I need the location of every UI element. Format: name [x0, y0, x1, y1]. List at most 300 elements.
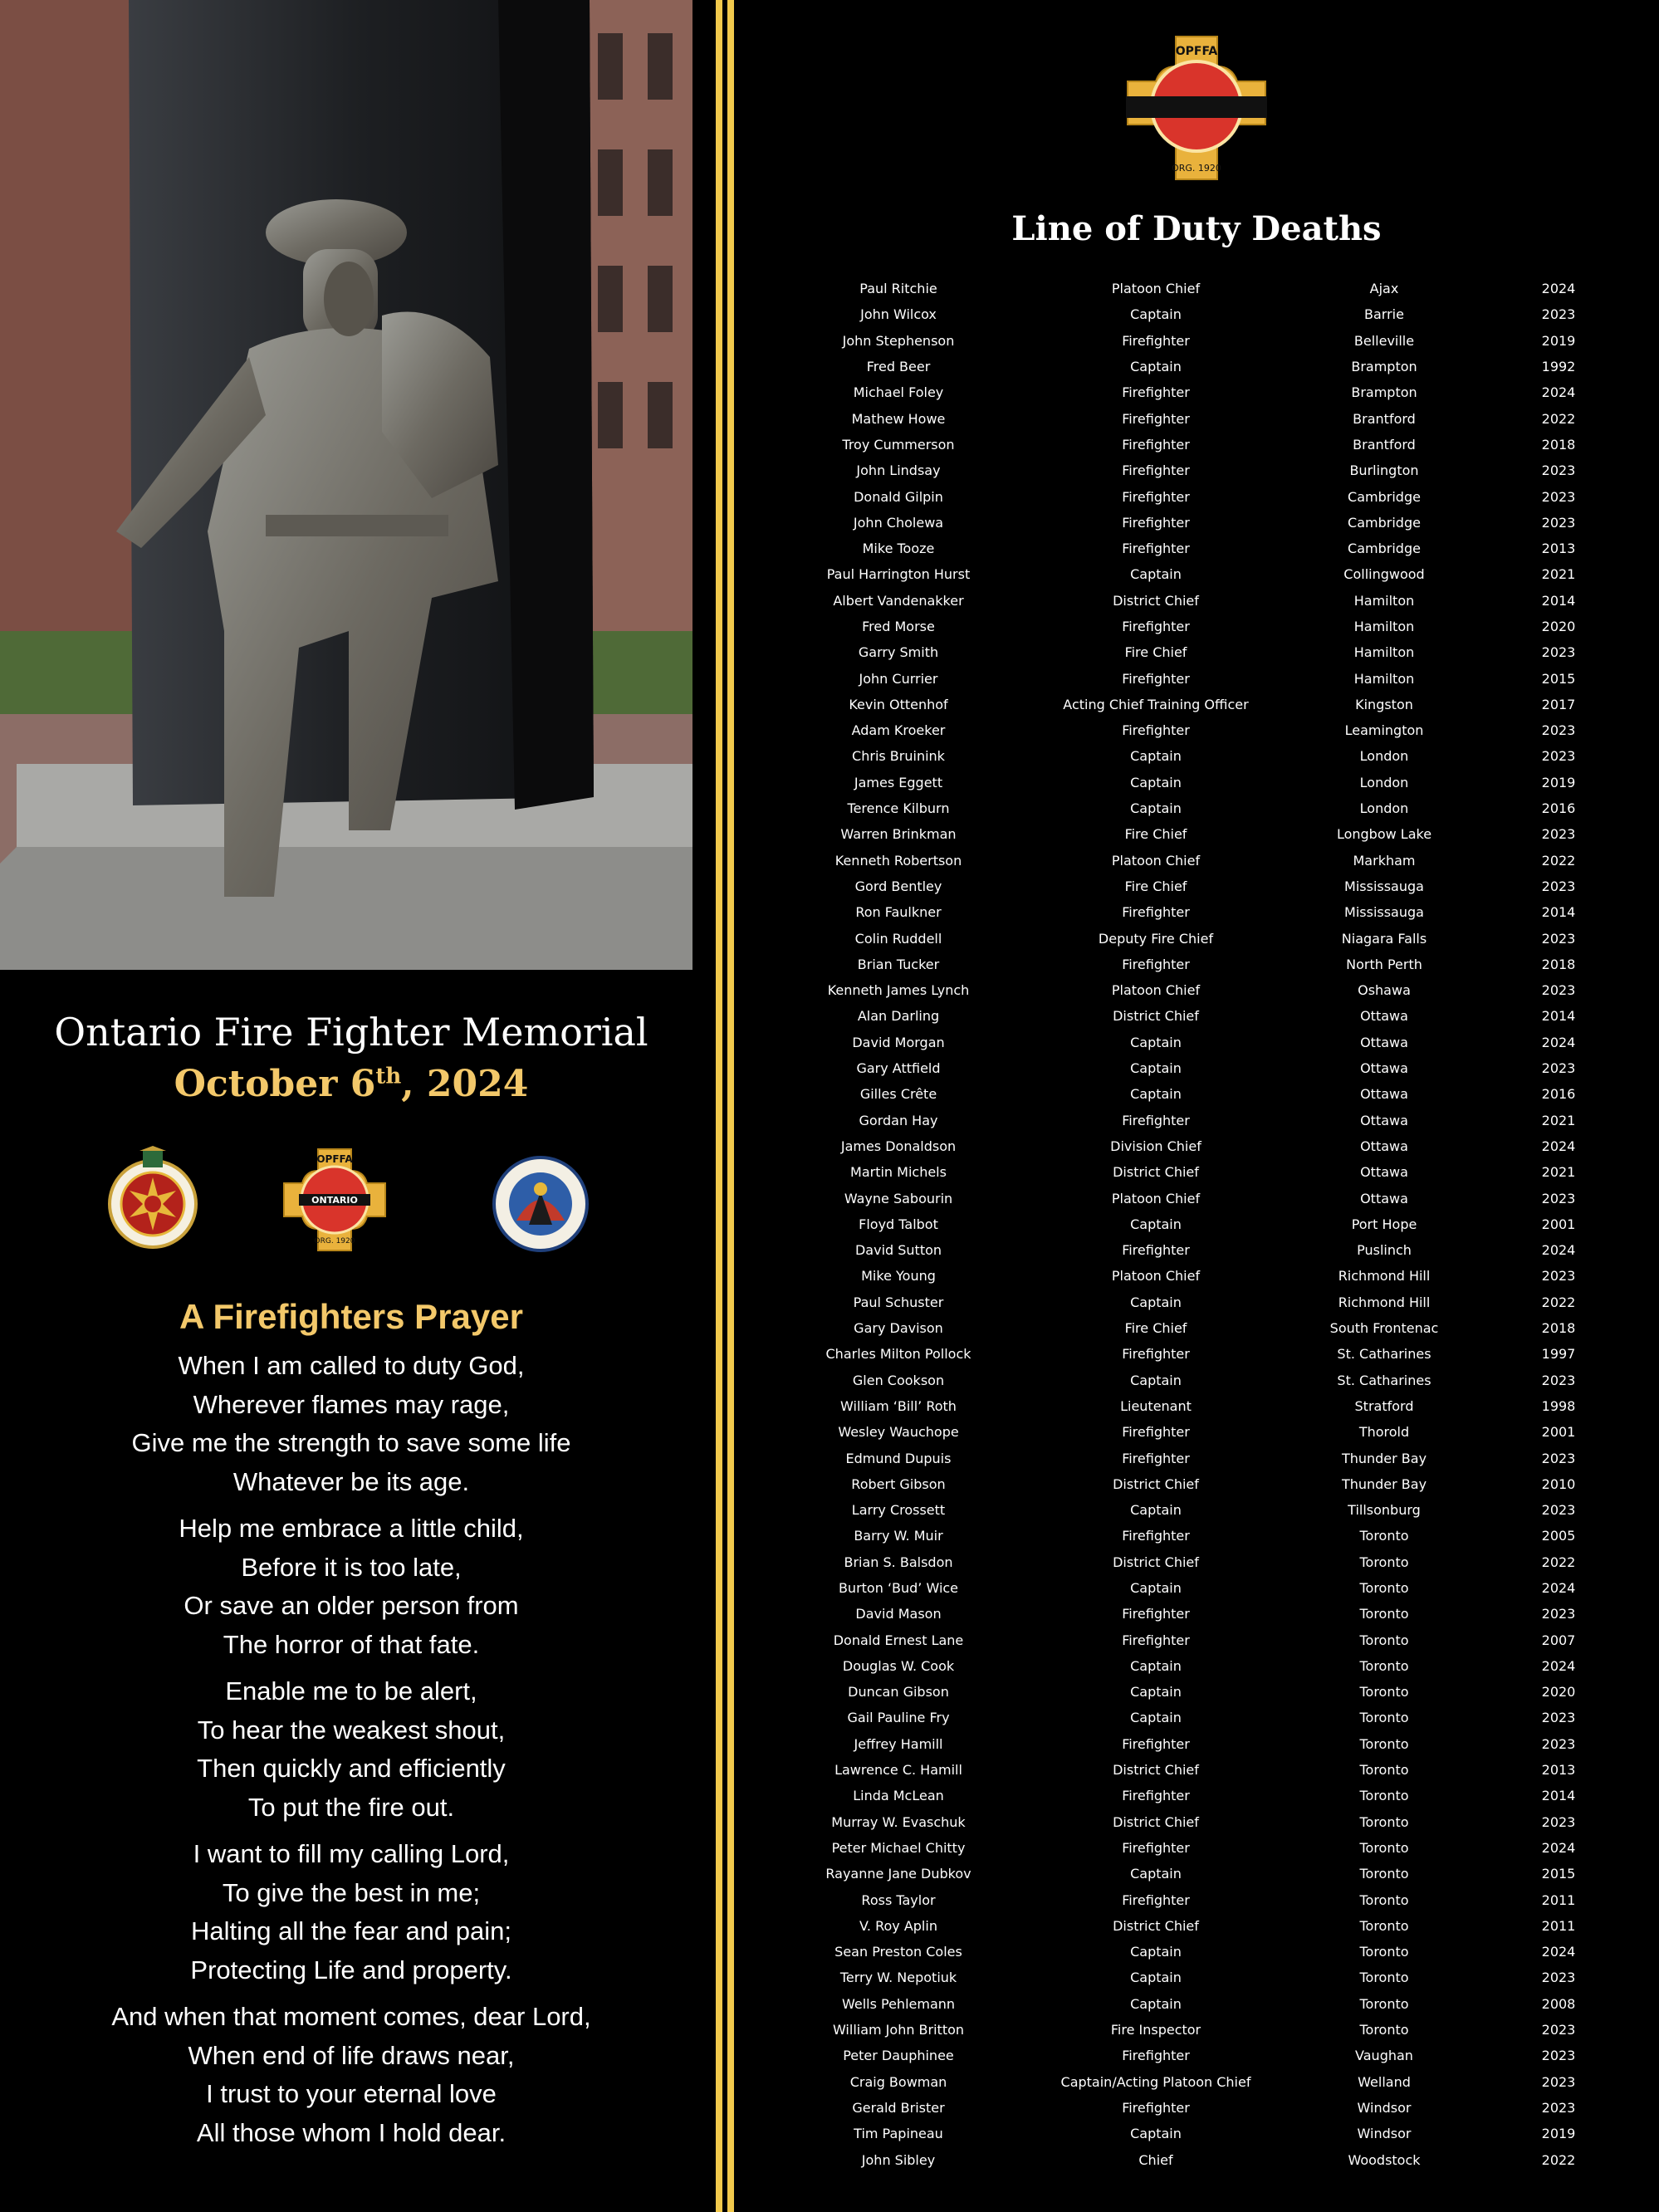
- memorial-date-suffix: , 2024: [401, 1063, 529, 1105]
- year-cell: 2020: [1541, 1684, 1576, 1701]
- name-cell: David Mason: [855, 1606, 942, 1622]
- name-cell: Colin Ruddell: [854, 930, 942, 947]
- year-cell: 2010: [1541, 1475, 1576, 1492]
- table-row: [774, 276, 1637, 301]
- city-cell: Brampton: [1351, 384, 1417, 401]
- year-cell: 2023: [1541, 878, 1576, 894]
- city-cell: Toronto: [1359, 1891, 1409, 1908]
- rank-cell: Fire Chief: [1124, 644, 1187, 661]
- rank-cell: Firefighter: [1122, 619, 1190, 634]
- city-cell: Niagara Falls: [1341, 930, 1427, 947]
- table-row: [774, 1627, 1637, 1652]
- table-row: [774, 1861, 1637, 1887]
- rank-cell: District Chief: [1113, 1813, 1199, 1830]
- name-cell: John Stephenson: [842, 332, 955, 349]
- opffa-text: OPFFA: [316, 1153, 353, 1165]
- name-cell: Glen Cookson: [852, 1372, 945, 1388]
- rank-cell: Captain: [1130, 566, 1182, 583]
- name-cell: Larry Crossett: [851, 1502, 946, 1519]
- year-cell: 2023: [1541, 1970, 1576, 1986]
- name-cell: Martin Michels: [850, 1164, 947, 1181]
- rank-cell: Firefighter: [1122, 1788, 1190, 1804]
- year-cell: 2001: [1541, 1424, 1576, 1441]
- name-cell: Alan Darling: [857, 1008, 940, 1025]
- rank-cell: Firefighter: [1122, 1632, 1190, 1648]
- name-cell: Paul Harrington Hurst: [826, 566, 971, 583]
- prayer-stanza: [0, 1998, 702, 2152]
- year-cell: 2014: [1541, 592, 1576, 609]
- name-cell: Paul Ritchie: [859, 281, 937, 297]
- year-cell: 2023: [1541, 488, 1576, 505]
- year-cell: 2022: [1541, 1294, 1576, 1310]
- table-row: [774, 1575, 1637, 1601]
- prayer-line: Give me the strength to save some life: [131, 1428, 571, 1457]
- table-row: [774, 874, 1637, 899]
- rank-cell: Lieutenant: [1120, 1397, 1192, 1414]
- name-cell: Mike Tooze: [862, 541, 935, 557]
- city-cell: Hamilton: [1353, 644, 1415, 661]
- year-cell: 2023: [1541, 306, 1576, 323]
- rank-cell: Firefighter: [1122, 384, 1190, 401]
- city-cell: Vaughan: [1355, 2048, 1413, 2064]
- rank-cell: Fire Chief: [1124, 1320, 1187, 1337]
- city-cell: Woodstock: [1348, 2151, 1421, 2168]
- year-cell: 2023: [1541, 1502, 1576, 1519]
- rank-cell: Firefighter: [1122, 462, 1190, 479]
- year-cell: 2024: [1541, 1657, 1576, 1674]
- city-cell: Burlington: [1349, 462, 1419, 479]
- rank-cell: Deputy Fire Chief: [1098, 930, 1214, 947]
- table-row: [774, 1601, 1637, 1627]
- city-cell: Longbow Lake: [1336, 826, 1432, 843]
- name-cell: John Lindsay: [856, 462, 941, 479]
- year-cell: 2023: [1541, 1060, 1576, 1077]
- city-cell: Toronto: [1359, 1710, 1409, 1726]
- name-cell: Brian S. Balsdon: [844, 1554, 953, 1570]
- rank-cell: Firefighter: [1122, 670, 1190, 687]
- rank-cell: Fire Chief: [1124, 826, 1187, 843]
- rank-cell: District Chief: [1113, 1008, 1199, 1025]
- memorial-date-sup: th: [375, 1064, 402, 1089]
- rank-cell: Captain: [1130, 2126, 1182, 2142]
- name-cell: James Eggett: [854, 774, 943, 790]
- name-cell: Adam Kroeker: [851, 722, 946, 739]
- year-cell: 2007: [1541, 1632, 1576, 1648]
- city-cell: Welland: [1358, 2073, 1411, 2090]
- table-row: [774, 1263, 1637, 1289]
- table-row: [774, 1757, 1637, 1783]
- city-cell: Brantford: [1353, 410, 1416, 427]
- city-cell: Toronto: [1359, 1866, 1409, 1882]
- name-cell: John Wilcox: [860, 306, 937, 323]
- name-cell: Peter Michael Chitty: [831, 1839, 966, 1856]
- year-cell: 2022: [1541, 1554, 1576, 1570]
- table-row: [774, 977, 1637, 1003]
- year-cell: 2018: [1541, 956, 1576, 972]
- year-cell: 2023: [1541, 2048, 1576, 2064]
- name-cell: V. Roy Aplin: [859, 1917, 937, 1934]
- name-cell: Donald Gilpin: [854, 488, 943, 505]
- rank-cell: Captain: [1130, 1866, 1182, 1882]
- rank-cell: Firefighter: [1122, 488, 1190, 505]
- name-cell: Ross Taylor: [861, 1891, 936, 1908]
- rank-cell: Firefighter: [1122, 904, 1190, 921]
- rank-cell: Captain: [1130, 748, 1182, 765]
- year-cell: 2005: [1541, 1528, 1576, 1544]
- table-row: [774, 328, 1637, 354]
- city-cell: Toronto: [1359, 1632, 1409, 1648]
- city-cell: Puslinch: [1357, 1242, 1412, 1259]
- name-cell: John Currier: [859, 670, 938, 687]
- rank-cell: Firefighter: [1122, 1242, 1190, 1259]
- year-cell: 2022: [1541, 410, 1576, 427]
- prayer-line: Protecting Life and property.: [190, 1955, 512, 1984]
- name-cell: Albert Vandenakker: [833, 592, 964, 609]
- rank-cell: Captain: [1130, 800, 1182, 817]
- table-row: [774, 1290, 1637, 1315]
- table-row: [774, 1679, 1637, 1705]
- rank-cell: Platoon Chief: [1111, 1268, 1201, 1285]
- year-cell: 2016: [1541, 1086, 1576, 1103]
- rank-cell: Firefighter: [1122, 332, 1190, 349]
- rank-cell: Firefighter: [1122, 1735, 1190, 1752]
- name-cell: Floyd Talbot: [859, 1216, 938, 1232]
- prayer-line: To put the fire out.: [247, 1792, 455, 1822]
- year-cell: 2018: [1541, 1320, 1576, 1337]
- table-row: [774, 1030, 1637, 1055]
- name-cell: Paul Schuster: [853, 1294, 944, 1310]
- name-cell: John Sibley: [861, 2151, 936, 2168]
- prayer-text: [0, 1347, 702, 2161]
- prayer-line: Or save an older person from: [184, 1591, 519, 1620]
- rank-cell: Captain: [1130, 1086, 1182, 1103]
- year-cell: 2023: [1541, 514, 1576, 531]
- year-cell: 2020: [1541, 619, 1576, 634]
- name-cell: Brian Tucker: [857, 956, 940, 972]
- rank-cell: Firefighter: [1122, 2048, 1190, 2064]
- name-cell: Charles Milton Pollock: [825, 1346, 971, 1363]
- table-row: [774, 1991, 1637, 2017]
- table-row: [774, 1003, 1637, 1029]
- name-cell: Chris Bruinink: [852, 748, 945, 765]
- year-cell: 2023: [1541, 930, 1576, 947]
- year-cell: 2023: [1541, 1372, 1576, 1388]
- name-cell: Barry W. Muir: [854, 1528, 943, 1544]
- table-row: [774, 925, 1637, 951]
- rank-cell: Firefighter: [1122, 1450, 1190, 1466]
- prayer-line: Wherever flames may rage,: [193, 1389, 510, 1419]
- rank-cell: District Chief: [1113, 1164, 1199, 1181]
- table-row: [774, 743, 1637, 769]
- table-row: [774, 458, 1637, 483]
- table-row: [774, 536, 1637, 561]
- table-row: [774, 1159, 1637, 1185]
- name-cell: Terence Kilburn: [847, 800, 950, 817]
- year-cell: 2023: [1541, 748, 1576, 765]
- city-cell: Leamington: [1344, 722, 1424, 739]
- gold-divider-left: [716, 0, 722, 2212]
- city-cell: Cambridge: [1348, 541, 1421, 557]
- year-cell: 2023: [1541, 1268, 1576, 1285]
- city-cell: Brampton: [1351, 359, 1417, 375]
- rank-cell: Captain: [1130, 1710, 1182, 1726]
- city-cell: Toronto: [1359, 1970, 1409, 1986]
- year-cell: 2024: [1541, 1242, 1576, 1259]
- table-row: [774, 1237, 1637, 1263]
- year-cell: 2019: [1541, 332, 1576, 349]
- year-cell: 2023: [1541, 1606, 1576, 1622]
- city-cell: Toronto: [1359, 1528, 1409, 1544]
- table-row: [774, 354, 1637, 379]
- rank-cell: Platoon Chief: [1111, 852, 1201, 869]
- year-cell: 2016: [1541, 800, 1576, 817]
- right-panel: [734, 0, 1659, 2212]
- name-cell: Gerald Brister: [852, 2099, 945, 2116]
- table-row: [774, 1523, 1637, 1549]
- city-cell: Toronto: [1359, 2022, 1409, 2038]
- city-cell: Toronto: [1359, 1839, 1409, 1856]
- ffao-logo: [492, 1146, 590, 1254]
- opffa-ontario-text: ONTARIO: [311, 1195, 358, 1206]
- name-cell: Linda McLean: [853, 1788, 944, 1804]
- rank-cell: Fire Chief: [1124, 878, 1187, 894]
- city-cell: Ottawa: [1360, 1034, 1408, 1050]
- name-cell: Fred Morse: [862, 619, 935, 634]
- prayer-stanza: [0, 1672, 702, 1827]
- prayer-line: When end of life draws near,: [188, 2040, 515, 2070]
- rank-cell: District Chief: [1113, 1917, 1199, 1934]
- table-row: [774, 1939, 1637, 1965]
- year-cell: 2011: [1541, 1891, 1576, 1908]
- line-of-duty-table: [774, 276, 1637, 2173]
- year-cell: 2011: [1541, 1917, 1576, 1934]
- table-row: [774, 1081, 1637, 1107]
- name-cell: Mike Young: [861, 1268, 936, 1285]
- rank-cell: Captain: [1130, 1060, 1182, 1077]
- city-cell: London: [1359, 774, 1409, 790]
- table-row: [774, 1055, 1637, 1081]
- name-cell: Peter Dauphinee: [843, 2048, 954, 2064]
- prayer-line: Whatever be its age.: [232, 1466, 470, 1496]
- name-cell: David Morgan: [852, 1034, 945, 1050]
- city-cell: Windsor: [1357, 2099, 1412, 2116]
- rank-cell: Firefighter: [1122, 1891, 1190, 1908]
- name-cell: Tim Papineau: [854, 2126, 943, 2142]
- city-cell: Cambridge: [1348, 514, 1421, 531]
- name-cell: Garry Smith: [858, 644, 939, 661]
- city-cell: Collingwood: [1343, 566, 1425, 583]
- prayer-line: To give the best in me;: [222, 1877, 481, 1907]
- name-cell: William ‘Bill’ Roth: [840, 1397, 957, 1414]
- city-cell: Ottawa: [1360, 1008, 1408, 1025]
- rank-cell: Fire Inspector: [1110, 2022, 1201, 2038]
- prayer-line: And when that moment comes, dear Lord,: [111, 2002, 591, 2031]
- rank-cell: Firefighter: [1122, 1112, 1190, 1128]
- city-cell: Oshawa: [1358, 982, 1411, 999]
- city-cell: Ottawa: [1360, 1138, 1408, 1154]
- city-cell: Ottawa: [1360, 1164, 1408, 1181]
- rank-cell: Firefighter: [1122, 410, 1190, 427]
- table-row: [774, 1471, 1637, 1497]
- city-cell: Windsor: [1357, 2126, 1412, 2142]
- year-cell: 2023: [1541, 2099, 1576, 2116]
- name-cell: Gordan Hay: [859, 1112, 938, 1128]
- city-cell: Markham: [1353, 852, 1416, 869]
- table-row: [774, 379, 1637, 405]
- year-cell: 2023: [1541, 644, 1576, 661]
- table-row: [774, 301, 1637, 327]
- year-cell: 2024: [1541, 1944, 1576, 1960]
- rank-cell: Captain: [1130, 359, 1182, 375]
- year-cell: 2014: [1541, 904, 1576, 921]
- table-row: [774, 952, 1637, 977]
- memorial-statue-photo: [0, 0, 692, 970]
- table-row: [774, 1965, 1637, 1990]
- name-cell: Troy Cummerson: [842, 436, 955, 453]
- rank-cell: District Chief: [1113, 1762, 1199, 1779]
- city-cell: Toronto: [1359, 1944, 1409, 1960]
- table-row: [774, 2095, 1637, 2121]
- year-cell: 2023: [1541, 1735, 1576, 1752]
- rank-cell: Captain: [1130, 1684, 1182, 1701]
- prayer-line: Help me embrace a little child,: [179, 1514, 524, 1543]
- table-row: [774, 510, 1637, 536]
- year-cell: 2023: [1541, 462, 1576, 479]
- city-cell: South Frontenac: [1329, 1320, 1439, 1337]
- city-cell: Thunder Bay: [1341, 1475, 1427, 1492]
- table-row: [774, 1497, 1637, 1523]
- city-cell: Ottawa: [1360, 1060, 1408, 1077]
- name-cell: Sean Preston Coles: [834, 1944, 962, 1960]
- year-cell: 2019: [1541, 774, 1576, 790]
- table-row: [774, 2017, 1637, 2043]
- year-cell: 2023: [1541, 1813, 1576, 1830]
- city-cell: Richmond Hill: [1338, 1294, 1431, 1310]
- rank-cell: District Chief: [1113, 592, 1199, 609]
- opffa-memorial-logo: [1124, 33, 1269, 183]
- name-cell: David Sutton: [854, 1242, 942, 1259]
- year-cell: 2023: [1541, 1450, 1576, 1466]
- rank-cell: Captain: [1130, 1294, 1182, 1310]
- rank-cell: Acting Chief Training Officer: [1063, 696, 1249, 712]
- city-cell: Thunder Bay: [1341, 1450, 1427, 1466]
- city-cell: St. Catharines: [1337, 1346, 1431, 1363]
- year-cell: 2022: [1541, 2151, 1576, 2168]
- table-row: [774, 1133, 1637, 1159]
- rank-cell: Captain: [1130, 774, 1182, 790]
- rank-cell: Firefighter: [1122, 1424, 1190, 1441]
- table-row: [774, 1731, 1637, 1757]
- table-row: [774, 1419, 1637, 1445]
- city-cell: Ottawa: [1360, 1086, 1408, 1103]
- name-cell: Burton ‘Bud’ Wice: [838, 1579, 959, 1596]
- city-cell: Ajax: [1369, 281, 1399, 297]
- rank-cell: Captain: [1130, 1216, 1182, 1232]
- table-row: [774, 770, 1637, 795]
- city-cell: Toronto: [1359, 1579, 1409, 1596]
- rank-cell: Captain/Acting Platoon Chief: [1060, 2073, 1251, 2090]
- name-cell: Jeffrey Hamill: [854, 1735, 943, 1752]
- city-cell: London: [1359, 748, 1409, 765]
- year-cell: 2021: [1541, 1164, 1576, 1181]
- name-cell: Mathew Howe: [851, 410, 946, 427]
- table-row: [774, 848, 1637, 874]
- city-cell: Toronto: [1359, 1554, 1409, 1570]
- name-cell: Edmund Dupuis: [845, 1450, 952, 1466]
- prayer-title: A Firefighters Prayer: [179, 1297, 523, 1336]
- city-cell: Toronto: [1359, 1788, 1409, 1804]
- name-cell: Gail Pauline Fry: [847, 1710, 950, 1726]
- rank-cell: Platoon Chief: [1111, 281, 1201, 297]
- table-row: [774, 1549, 1637, 1575]
- rank-cell: Firefighter: [1122, 1839, 1190, 1856]
- city-cell: Toronto: [1359, 1813, 1409, 1830]
- opffa-top-text: OPFFA: [1175, 45, 1218, 58]
- name-cell: Donald Ernest Lane: [833, 1632, 964, 1648]
- city-cell: Toronto: [1359, 1606, 1409, 1622]
- year-cell: 2024: [1541, 281, 1576, 297]
- rank-cell: Firefighter: [1122, 1606, 1190, 1622]
- rank-cell: Firefighter: [1122, 1346, 1190, 1363]
- year-cell: 2017: [1541, 696, 1576, 712]
- table-row: [774, 1185, 1637, 1211]
- year-cell: 2024: [1541, 384, 1576, 401]
- prayer-line: All those whom I hold dear.: [196, 2117, 507, 2147]
- name-cell: Wells Pehlemann: [841, 1995, 956, 2012]
- name-cell: Douglas W. Cook: [842, 1657, 955, 1674]
- year-cell: 2019: [1541, 2126, 1576, 2142]
- rank-cell: Captain: [1130, 1970, 1182, 1986]
- rank-cell: Captain: [1130, 1502, 1182, 1519]
- table-row: [774, 1809, 1637, 1835]
- table-row: [774, 1341, 1637, 1367]
- rank-cell: District Chief: [1113, 1475, 1199, 1492]
- year-cell: 2023: [1541, 722, 1576, 739]
- prayer-line: When I am called to duty God,: [178, 1351, 525, 1380]
- city-cell: Mississauga: [1344, 904, 1424, 921]
- rank-cell: Firefighter: [1122, 541, 1190, 557]
- year-cell: 2024: [1541, 1138, 1576, 1154]
- name-cell: Murray W. Evaschuk: [831, 1813, 966, 1830]
- name-cell: James Donaldson: [840, 1138, 957, 1154]
- year-cell: 2024: [1541, 1839, 1576, 1856]
- year-cell: 2021: [1541, 1112, 1576, 1128]
- opffa-logo: [281, 1146, 389, 1254]
- logos-row: [0, 1146, 702, 1270]
- table-row: [774, 1393, 1637, 1419]
- table-row: [774, 899, 1637, 925]
- name-cell: Terry W. Nepotiuk: [839, 1970, 957, 1986]
- name-cell: Kenneth Robertson: [834, 852, 962, 869]
- city-cell: London: [1359, 800, 1409, 817]
- table-row: [774, 692, 1637, 717]
- city-cell: Toronto: [1359, 1917, 1409, 1934]
- year-cell: 2023: [1541, 982, 1576, 999]
- rank-cell: Captain: [1130, 1372, 1182, 1388]
- prayer-line: The horror of that fate.: [223, 1629, 480, 1659]
- city-cell: Toronto: [1359, 1995, 1409, 2012]
- table-row: [774, 1367, 1637, 1392]
- rank-cell: Platoon Chief: [1111, 1190, 1201, 1206]
- prayer-stanza: [0, 1347, 702, 1501]
- line-of-duty-title: Line of Duty Deaths: [1011, 209, 1382, 248]
- table-row: [774, 561, 1637, 587]
- name-cell: Wesley Wauchope: [838, 1424, 959, 1441]
- table-row: [774, 432, 1637, 458]
- prayer-line: To hear the weakest shout,: [197, 1715, 506, 1745]
- table-row: [774, 1108, 1637, 1133]
- opffa-top-org-text: ORG. 1920: [1172, 163, 1221, 174]
